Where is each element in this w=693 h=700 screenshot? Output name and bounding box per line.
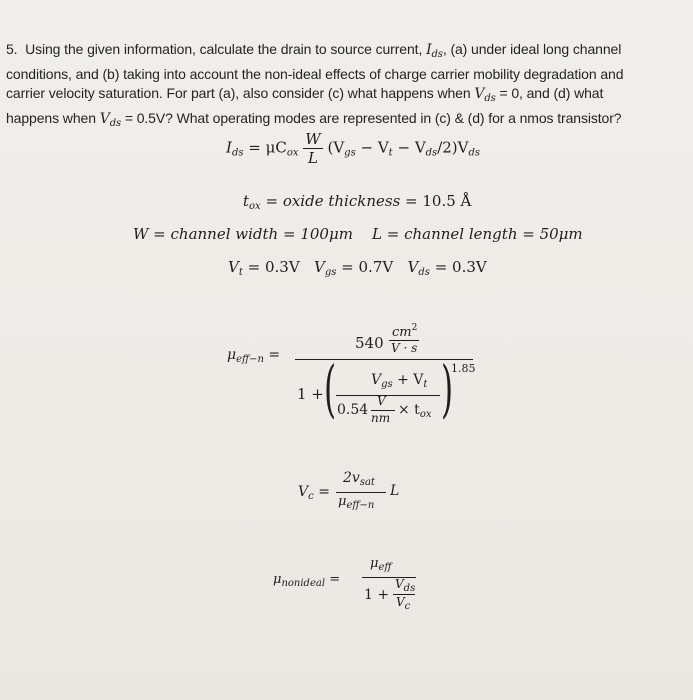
problem-line-4: happens when $V_{ds} = 0.5V$? What operating modes are represented in (c) & (d) for a nmos transistor? (6, 109, 622, 129)
problem-number: 5. (6, 41, 18, 57)
problem-statement (6, 40, 690, 133)
voltage-values: $V_t = 0.3V$ $V_{gs} = 0.7V$ $V_{ds} = 0.3V$ (228, 258, 487, 278)
problem-line-3: carrier velocity saturation. For part (a), also consider (c) what happens when $V_{ds} = 0$, and (d) what (6, 85, 604, 105)
right-paren: ) (441, 352, 454, 425)
oxide-thickness-definition: $t_{ox}$ = oxide thickness = 10.5 Å (243, 192, 472, 212)
problem-line-2: conditions, and (b) taking into account the non-ideal effects of charge carrier mobility degradation and (6, 65, 624, 82)
problem-line-1: 5. Using the given information, calculate the drain to source current, $I_{ds}$, (a) under ideal long channel (6, 41, 622, 60)
width-length-definition: W = channel width = 100μm L = channel length = 50μm (133, 225, 583, 243)
w-over-l-fraction: $\frac{W}{L}$ (305, 130, 321, 167)
left-paren: ( (324, 352, 337, 425)
drain-current-equation: $I_{ds} = \mu C_{ox}$ $\frac{W}{L}$ $(V_{gs} - V_t - V_{ds}/2)V_{ds}$ (226, 130, 481, 167)
